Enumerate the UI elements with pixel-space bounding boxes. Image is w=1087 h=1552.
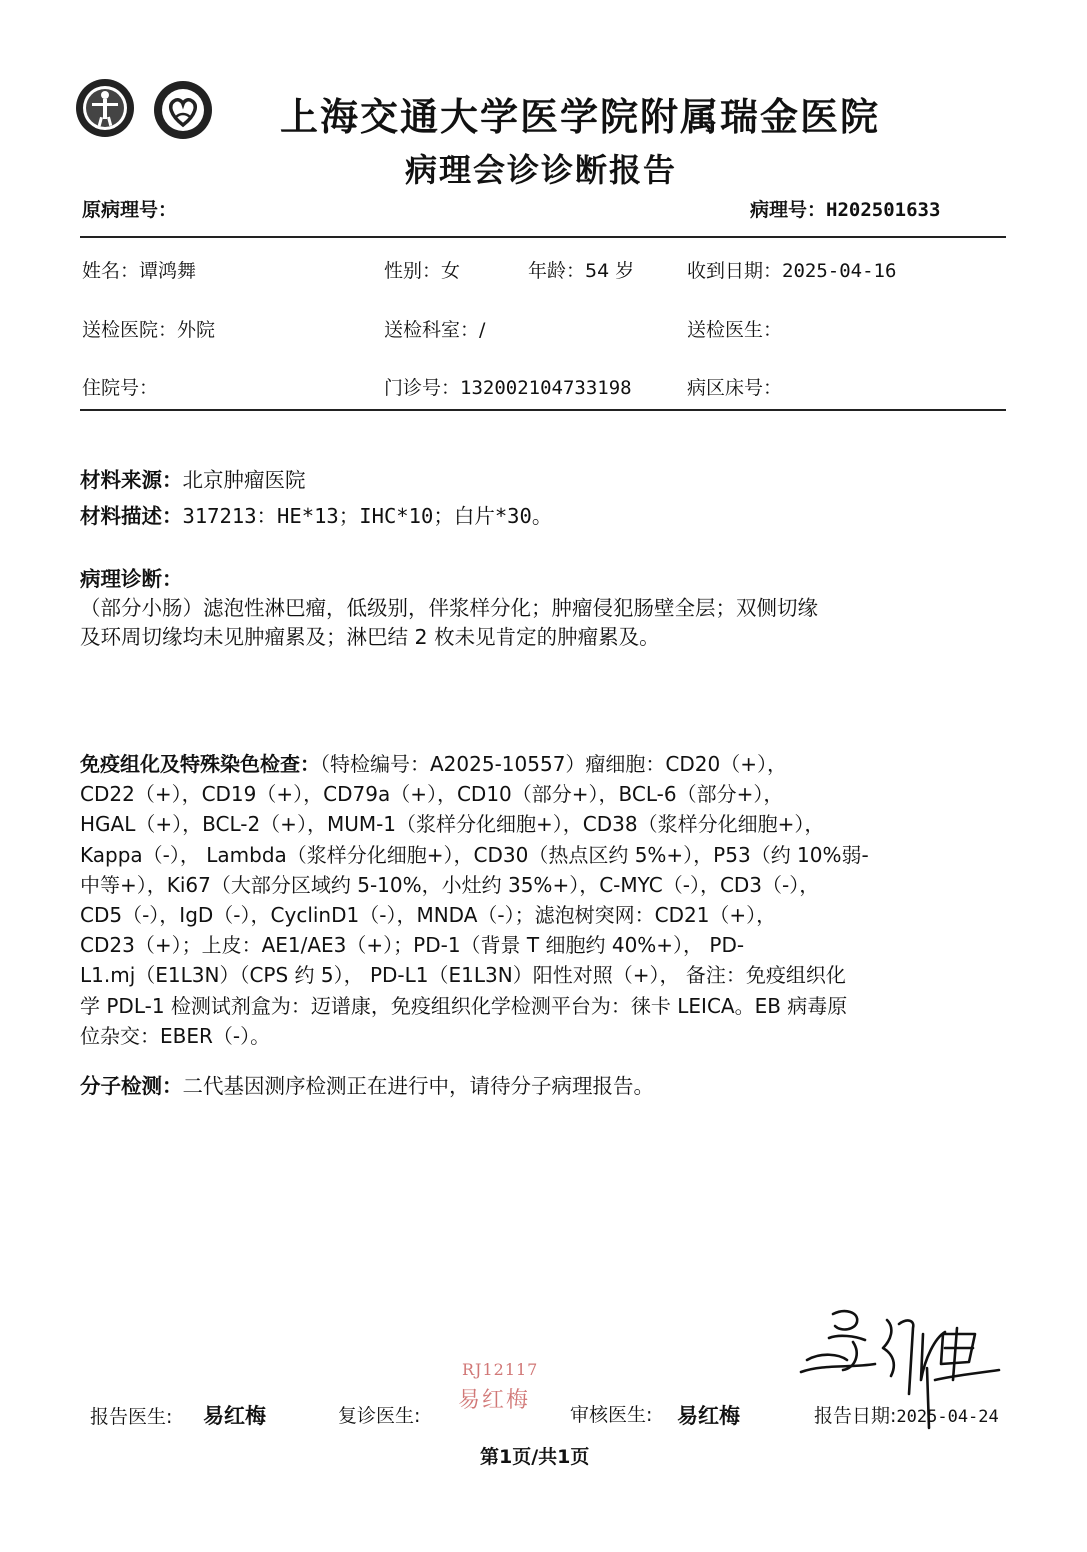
submitting-department-label: 送检科室： [384,319,480,341]
stamp-name: 易红梅 [458,1388,531,1413]
patient-age-value: 54 岁 [585,260,635,282]
report-date-value: 2025-04-24 [896,1407,999,1427]
report-date-label: 报告日期: [814,1405,897,1427]
material-source-label: 材料来源： [80,468,183,492]
audit-doctor-label: 审核医生: [570,1404,653,1426]
diagnosis-label: 病理诊断： [80,567,183,591]
ihc-line: Kappa（-）， Lambda（浆样分化细胞+），CD30（热点区约 5%+），P53（约 10%弱- [80,842,869,867]
material-description-value: 317213：HE*13；IHC*10；白片*30。 [182,504,553,528]
material-source [80,466,1010,495]
report-title: 病理会诊诊断报告 [405,151,678,189]
ihc-line: CD23（+）；上皮：AE1/AE3（+）；PD-1（背景 T 细胞约 40%+）， PD- [80,933,745,958]
patient-age [528,256,634,283]
outpatient-number-label: 门诊号： [384,377,461,399]
original-pathology-number [82,195,177,222]
ihc-line: CD22（+），CD19（+），CD79a（+），CD10（部分+），BCL-6（部分+）， [80,782,784,807]
ihc-line: 位杂交：EBER（-）。 [80,1023,271,1048]
material-description [80,502,1010,531]
audit-doctor-name: 易红梅 [677,1404,740,1428]
pathology-number-value: H202501633 [826,199,941,221]
pathology-number-label: 病理号： [750,199,827,221]
diagnosis-section [80,565,1010,652]
submitting-doctor [687,315,782,342]
outpatient-number-value: 132002104733198 [460,377,632,399]
ward-bed-label: 病区床号： [687,377,783,399]
submitting-doctor-label: 送检医生： [687,319,783,341]
ihc-line: HGAL（+），BCL-2（+），MUM-1（浆样分化细胞+），CD38（浆样分化细胞+）， [80,812,825,837]
patient-sex-value: 女 [441,260,461,282]
diagnosis-line: （部分小肠）滤泡性淋巴瘤，低级别，伴浆样分化；肿瘤侵犯肠壁全层；双侧切缘 [80,596,818,620]
ward-bed [687,373,782,400]
report-doctor-label: 报告医生: [90,1406,173,1428]
submitting-hospital [82,315,215,342]
ihc-line: CD5（-），IgD（-），CyclinD1（-），MNDA（-）；滤泡树突网：CD21（+）， [80,903,777,928]
ihc-line: L1.mj（E1L3N）（CPS 约 5）， PD-L1（E1L3N）阳性对照（+）， 备注：免疫组织化 [80,963,846,988]
ihc-label: 免疫组化及特殊染色检查： [80,752,320,776]
diagnosis-line: 及环周切缘均未见肿瘤累及；淋巴结 2 枚未见肯定的肿瘤累及。 [80,625,660,649]
received-date-value: 2025-04-16 [782,260,897,282]
review-doctor-label: 复诊医生: [338,1405,421,1427]
patient-name [82,256,196,283]
inpatient-number [82,373,158,400]
received-date [687,256,896,283]
material-source-value: 北京肿瘤医院 [182,468,306,492]
patient-sex-label: 性别： [384,260,442,282]
patient-age-label: 年龄： [528,260,586,282]
submitting-department [384,315,485,342]
hospital-emblem-icon [74,77,136,139]
outpatient-number [384,373,632,400]
submitting-hospital-label: 送检医院： [82,319,178,341]
pathology-number [750,195,940,222]
molecular-label: 分子检测： [80,1074,183,1098]
report-date [814,1401,999,1428]
molecular-section [80,1072,1010,1101]
ihc-line-text: （特检编号：A2025-10557）瘤细胞：CD20（+）， [320,752,787,776]
report-doctor-name: 易红梅 [203,1404,266,1428]
patient-name-label: 姓名： [82,260,140,282]
material-description-label: 材料描述： [80,504,183,528]
received-date-label: 收到日期： [687,260,783,282]
patient-sex [384,256,460,283]
ihc-line: 中等+），Ki67（大部分区域约 5-10%，小灶约 35%+），C-MYC（-），CD3（-）， [80,872,820,897]
ihc-line: 学 PDL-1 检测试剂盒为：迈谱康，免疫组织化学检测平台为：徕卡 LEICA。EB 病毒原 [80,993,848,1018]
submitting-hospital-value: 外院 [177,319,216,341]
submitting-department-value: / [479,319,486,341]
patient-divider [80,409,1006,411]
patient-name-value: 谭鸿舞 [139,260,197,282]
header-divider [80,236,1006,238]
hospital-name: 上海交通大学医学院附属瑞金医院 [280,94,881,139]
stamp-code: RJ12117 [462,1360,539,1379]
molecular-text: 二代基因测序检测正在进行中，请待分子病理报告。 [182,1074,654,1098]
heart-hands-icon [152,79,214,141]
original-pathology-label: 原病理号： [82,199,178,221]
page-number: 第1页/共1页 [480,1446,590,1468]
inpatient-number-label: 住院号： [82,377,159,399]
ihc-section [80,749,1010,1051]
ihc-line [80,749,1010,779]
